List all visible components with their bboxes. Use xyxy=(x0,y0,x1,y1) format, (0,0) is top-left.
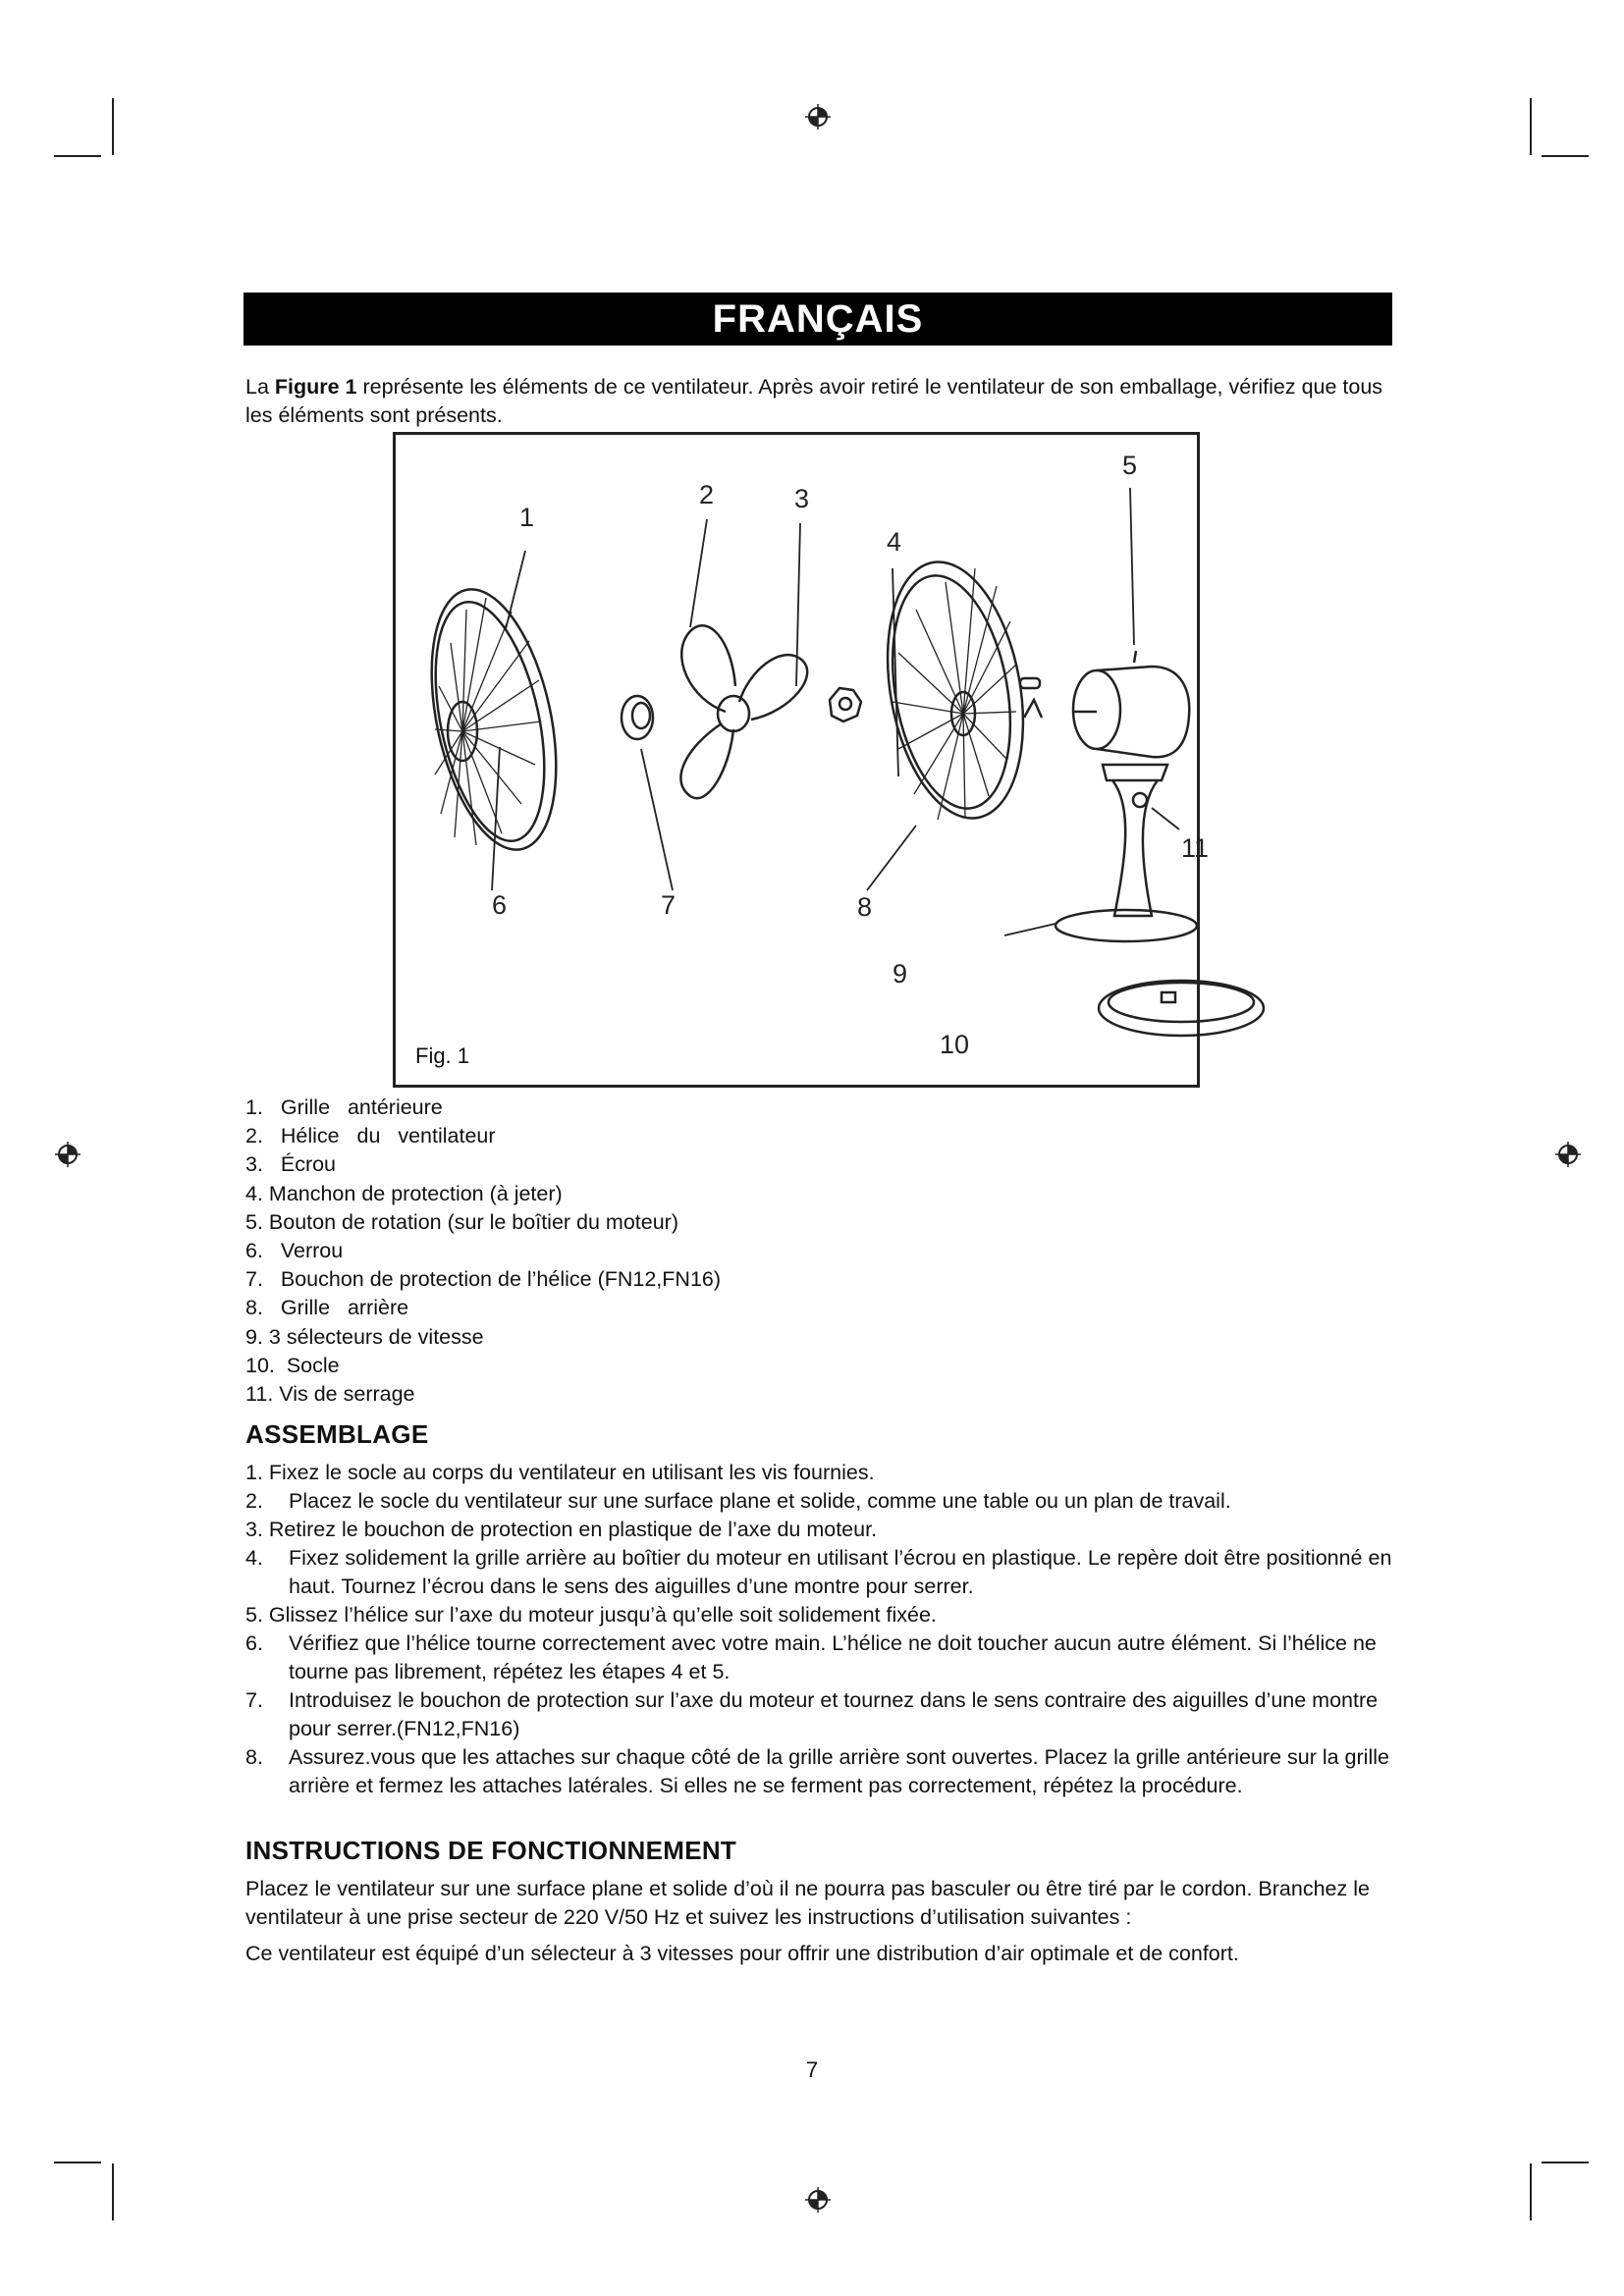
list-item xyxy=(245,1544,1396,1601)
callout-7: 7 xyxy=(661,890,677,920)
step-number: 1. xyxy=(245,1461,269,1484)
callout-3: 3 xyxy=(794,484,810,513)
crop-mark xyxy=(1530,98,1532,155)
operation-paragraph-2: Ce ventilateur est équipé d’un sélecteur à 3 vitesses pour offrir une distribution d’air optimale et de confort. xyxy=(245,1942,1239,1965)
step-text: Introduisez le bouchon de protection sur l’axe du moteur et tournez dans le sens contraire des aiguilles d’une montre pour serrer.(FN12,FN16) xyxy=(289,1688,1379,1740)
callout-8: 8 xyxy=(857,892,873,922)
callout-2: 2 xyxy=(699,480,715,509)
operation-paragraph-1: Placez le ventilateur sur une surface plane et solide d’où il ne pourra pas basculer ou être tiré par le cordon. Branchez le ventilateur à une prise secteur de 220 V/50 Hz et suivez les instructions d’utilisation suivantes : xyxy=(245,1877,1370,1929)
list-item xyxy=(245,1629,1396,1686)
step-text: Retirez le bouchon de protection en plastique de l’axe du moteur. xyxy=(268,1518,878,1541)
fan-blade-part xyxy=(680,625,807,798)
intro-figure-ref: Figure 1 xyxy=(274,375,357,399)
crop-mark xyxy=(1530,2163,1532,2220)
step-number: 7. xyxy=(245,1688,281,1712)
list-item: 5. Bouton de rotation (sur le boîtier du moteur) xyxy=(245,1209,678,1234)
list-item xyxy=(245,1743,1396,1800)
callout-4: 4 xyxy=(887,527,902,557)
list-item: 3. Écrou xyxy=(245,1152,337,1177)
crop-mark xyxy=(112,2163,114,2220)
list-item xyxy=(245,1516,1396,1544)
step-text: Fixez solidement la grille arrière au boîtier du moteur en utilisant l’écrou en plastique. Le repère doit être positionné en haut. Tournez l’écrou dans le sens des aiguilles d’une montre pour serrer. xyxy=(289,1546,1392,1598)
list-item: 1. Grille antérieure xyxy=(245,1095,443,1119)
fan-exploded-view xyxy=(396,435,1210,1085)
list-item: 10. Socle xyxy=(245,1353,340,1377)
crop-mark xyxy=(54,2162,101,2163)
step-text: Fixez le socle au corps du ventilateur en utilisant les vis fournies. xyxy=(268,1461,875,1484)
step-number: 8. xyxy=(245,1745,281,1769)
nut-part xyxy=(830,688,861,721)
callout-11: 11 xyxy=(1181,833,1210,863)
assembly-steps-list xyxy=(245,1459,1396,1800)
figure-caption: Fig. 1 xyxy=(415,1043,470,1068)
crop-mark xyxy=(1542,155,1589,157)
list-item: 7. Bouchon de protection de l’hélice (FN12,FN16) xyxy=(245,1267,722,1292)
crop-mark xyxy=(54,155,101,157)
list-item xyxy=(245,1601,1396,1629)
step-number: 3. xyxy=(245,1518,269,1541)
step-number: 5. xyxy=(245,1603,269,1627)
callout-5: 5 xyxy=(1122,451,1138,480)
list-item: 6. Verrou xyxy=(245,1239,344,1263)
intro-text-after: représente les éléments de ce ventilateur. Après avoir retiré le ventilateur de son emballage, vérifiez que tous les éléments sont présents. xyxy=(245,375,1383,427)
registration-mark-icon xyxy=(805,104,831,130)
motor-stand-assembly xyxy=(1056,651,1264,1036)
intro-text-before: La xyxy=(245,375,275,399)
crop-mark xyxy=(1542,2162,1589,2163)
operation-heading: INSTRUCTIONS DE FONCTIONNEMENT xyxy=(245,1836,737,1865)
registration-mark-icon xyxy=(1555,1142,1581,1167)
rear-grille-part xyxy=(869,552,1042,829)
step-text: Assurez.vous que les attaches sur chaque côté de la grille arrière sont ouvertes. Placez la grille antérieure sur la grille arrière et fermez les attaches latérales. Si elles ne se ferment pas correctement, répétez la procédure. xyxy=(289,1745,1389,1797)
list-item: 4. Manchon de protection (à jeter) xyxy=(245,1181,563,1205)
assembly-heading: ASSEMBLAGE xyxy=(245,1419,429,1449)
section-title-banner: FRANÇAIS xyxy=(244,293,1392,346)
parts-list xyxy=(245,1094,1394,1409)
step-number: 4. xyxy=(245,1546,281,1570)
figure-1-fan-diagram xyxy=(393,432,1210,1088)
registration-mark-icon xyxy=(805,2187,831,2213)
callout-1: 1 xyxy=(519,503,535,532)
step-text: Vérifiez que l’hélice tourne correctement avec votre main. L’hélice ne doit toucher aucun autre élément. Si l’hélice ne tourne pas librement, répétez les étapes 4 et 5. xyxy=(289,1631,1377,1683)
list-item: 2. Hélice du ventilateur xyxy=(245,1124,496,1148)
list-item xyxy=(245,1686,1396,1743)
page-number: 7 xyxy=(805,2057,819,2082)
registration-mark-icon xyxy=(55,1142,81,1167)
step-number: 2. xyxy=(245,1489,281,1513)
crop-mark xyxy=(112,98,114,155)
list-item xyxy=(245,1459,1396,1487)
list-item: 9. 3 sélecteurs de vitesse xyxy=(245,1324,484,1349)
list-item: 8. Grille arrière xyxy=(245,1296,409,1320)
step-text: Placez le socle du ventilateur sur une surface plane et solide, comme une table ou un plan de travail. xyxy=(289,1489,1231,1513)
step-number: 6. xyxy=(245,1631,281,1655)
callout-10: 10 xyxy=(940,1030,970,1059)
callout-6: 6 xyxy=(492,890,508,920)
spinner-cap-part xyxy=(622,696,653,739)
list-item xyxy=(245,1487,1396,1516)
intro-paragraph xyxy=(245,373,1394,430)
front-grille-part xyxy=(410,578,577,861)
list-item: 11. Vis de serrage xyxy=(245,1382,415,1407)
step-text: Glissez l’hélice sur l’axe du moteur jusqu’à qu’elle soit solidement fixée. xyxy=(268,1603,937,1627)
callout-9: 9 xyxy=(893,959,908,988)
